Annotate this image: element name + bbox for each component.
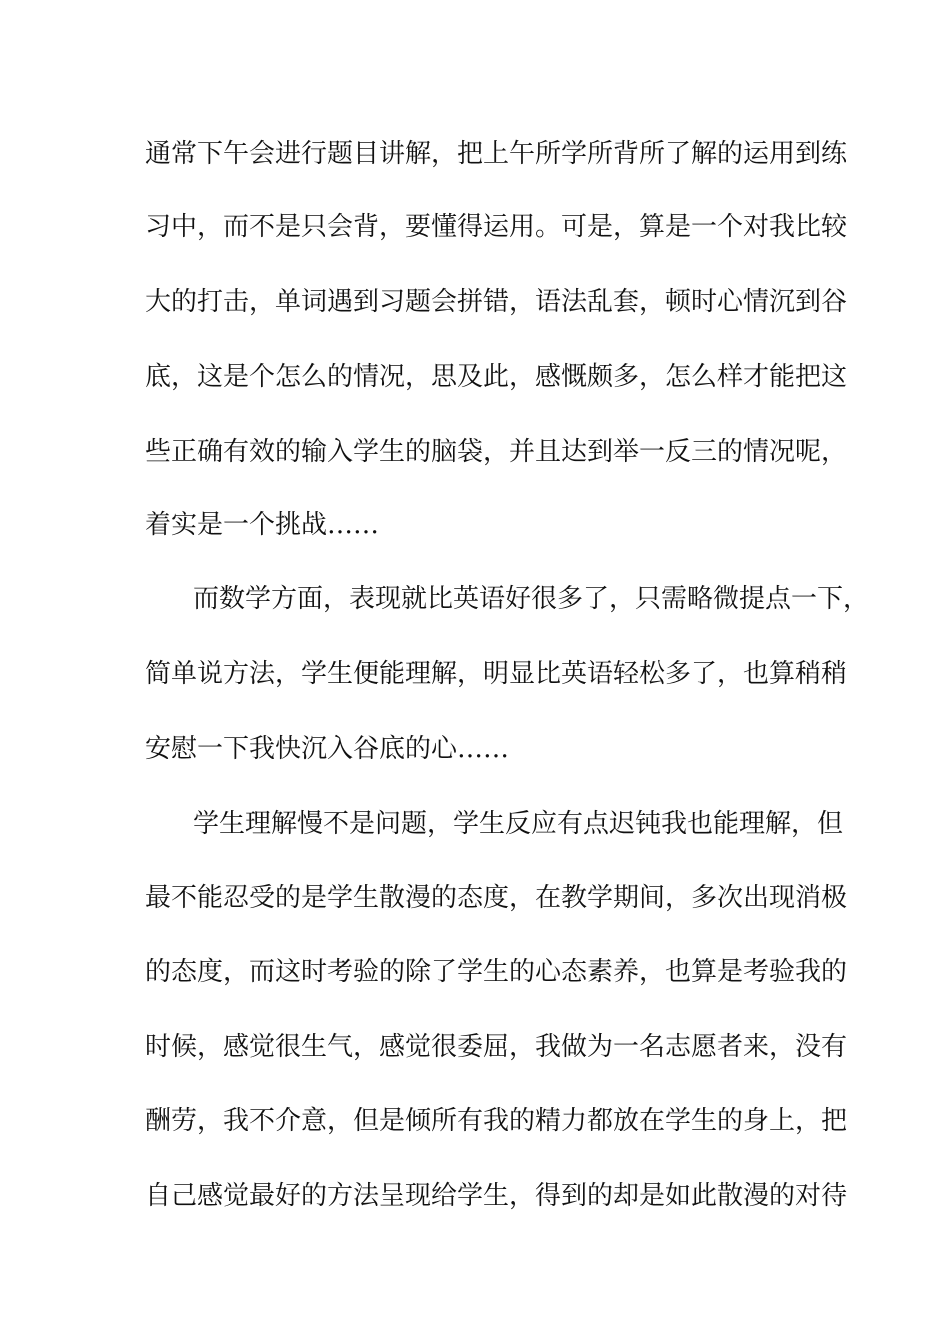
- text-line: 简单说方法，学生便能理解，明显比英语轻松多了，也算稍稍: [145, 659, 848, 689]
- text-line: 习中，而不是只会背，要懂得运用。可是，算是一个对我比较: [145, 212, 848, 242]
- text-line: 酬劳，我不介意，但是倾所有我的精力都放在学生的身上，把: [145, 1106, 848, 1136]
- text-line: 安慰一下我快沉入谷底的心……: [145, 734, 510, 764]
- text-line: 通常下午会进行题目讲解，把上午所学所背所了解的运用到练: [145, 139, 848, 169]
- text-line: 些正确有效的输入学生的脑袋，并且达到举一反三的情况呢，: [145, 437, 848, 467]
- paragraph-first-line: 学生理解慢不是问题，学生反应有点迟钝我也能理解，但: [193, 809, 844, 839]
- text-line: 大的打击，单词遇到习题会拼错，语法乱套，顿时心情沉到谷: [145, 287, 848, 317]
- text-line: 最不能忍受的是学生散漫的态度，在教学期间，多次出现消极: [145, 883, 848, 913]
- text-line: 时候，感觉很生气，感觉很委屈，我做为一名志愿者来，没有: [145, 1032, 848, 1062]
- text-line: 的态度，而这时考验的除了学生的心态素养，也算是考验我的: [145, 957, 848, 987]
- text-line: 自己感觉最好的方法呈现给学生，得到的却是如此散漫的对待: [145, 1181, 848, 1211]
- text-line: 底，这是个怎么的情况，思及此，感慨颇多，怎么样才能把这: [145, 362, 848, 392]
- paragraph-first-line: 而数学方面，表现就比英语好很多了，只需略微提点一下，: [193, 584, 870, 614]
- text-line: 着实是一个挑战……: [145, 510, 380, 540]
